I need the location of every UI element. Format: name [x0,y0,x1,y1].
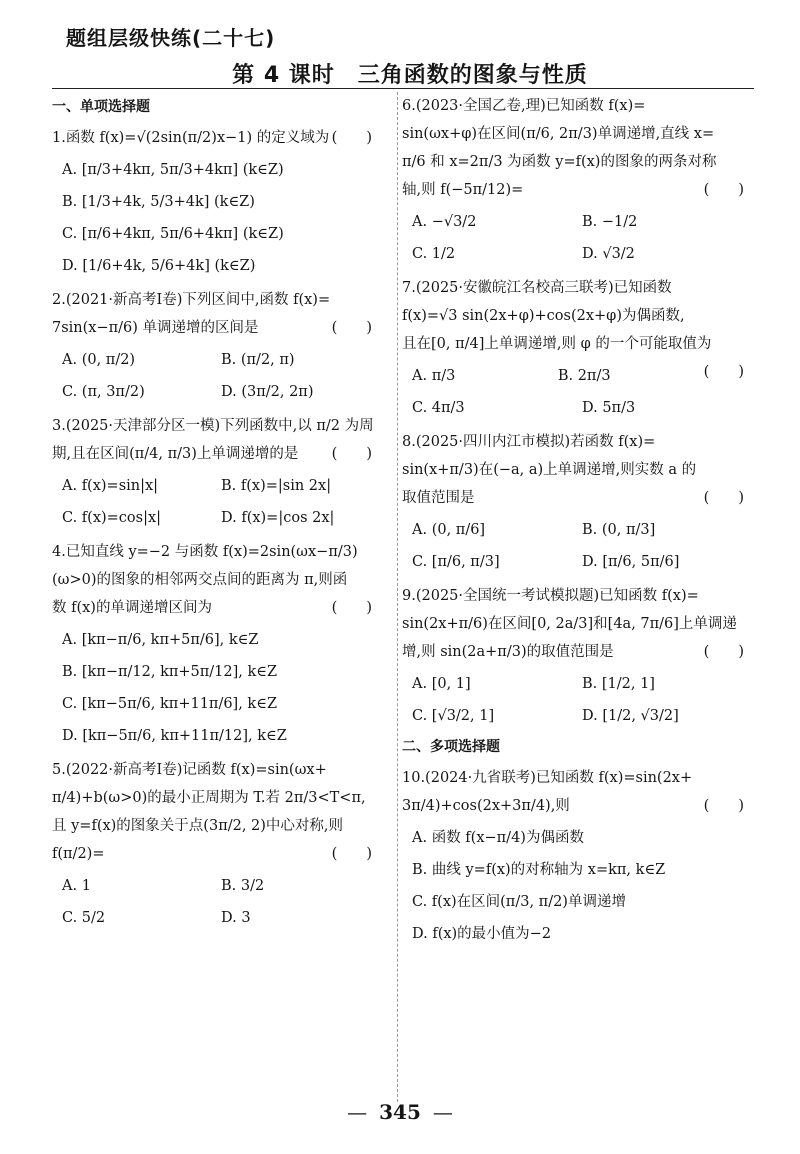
question-text: 轴,则 f(−5π/12)= [402,182,524,198]
option-list [402,206,752,270]
question-text: sin(2x+π/6)在区间[0, 2a/3]和[4a, 7π/6]上单调递 [402,616,737,632]
option-row [402,700,752,732]
option-row [402,238,752,270]
option: B. f(x)=|sin 2x| [221,478,332,494]
option-row [402,514,752,546]
answer-blank: ( ) [331,320,372,336]
option-row [52,502,380,534]
option: C. [π/6, π/3] [412,554,500,570]
answer-blank: ( ) [703,490,744,506]
question-line [402,92,752,120]
option: C. (π, 3π/2) [62,384,145,400]
option: D. [kπ−5π/6, kπ+11π/12], k∈Z [62,728,287,744]
question-line [402,302,752,330]
option-row [402,546,752,578]
answer-blank: ( ) [331,600,372,616]
option-row [402,206,752,238]
question-line [402,638,752,666]
option: D. √3/2 [582,246,635,262]
option: B. (π/2, π) [221,352,295,368]
question-line [52,812,380,840]
question-text: 9.(2025·全国统一考试模拟题)已知函数 f(x)= [402,588,699,604]
header-rule [52,88,754,89]
column-divider [397,92,398,1102]
question-line [402,484,752,512]
question-text: 取值范围是 [402,490,475,506]
question [402,274,752,424]
option-row [402,360,704,392]
option: C. f(x)=cos|x| [62,510,162,526]
question-line [52,566,380,594]
question-text: 5.(2022·新高考Ⅰ卷)记函数 f(x)=sin(ωx+ [52,762,327,778]
option: B. −1/2 [582,214,638,230]
question-line [402,428,752,456]
lesson-title: 第 4 课时 三角函数的图象与性质 [232,63,588,88]
option: C. [π/6+4kπ, 5π/6+4kπ] (k∈Z) [62,226,284,242]
option-row [52,902,380,934]
option: A. [0, 1] [412,676,471,692]
question-line [52,594,380,622]
question-line [52,756,380,784]
question-text: 增,则 sin(2a+π/3)的取值范围是 [402,644,614,660]
answer-blank: ( ) [703,798,744,814]
option-list [402,514,752,578]
option-list [52,470,380,534]
option: A. (0, π/2) [62,352,136,368]
option: B. (0, π/3] [582,522,656,538]
option: A. 函数 f(x−π/4)为偶函数 [412,830,584,846]
answer-blank: ( ) [331,130,372,146]
question-line [52,286,380,314]
question-text: f(x)=√3 sin(2x+φ)+cos(2x+φ)为偶函数, [402,308,685,324]
question-line [402,764,752,792]
question [52,412,380,534]
question-text: 10.(2024·九省联考)已知函数 f(x)=sin(2x+ [402,770,693,786]
question-line [402,120,752,148]
option-row [52,870,380,902]
option: C. 5/2 [62,910,106,926]
question-line [52,538,380,566]
question-text: 且在[0, π/4]上单调递增,则 φ 的一个可能取值为 [402,336,712,352]
option-row [52,344,380,376]
question [52,286,380,408]
question-text: 1.函数 f(x)=√(2sin(π/2)x−1) 的定义域为 [52,130,330,146]
option: B. 2π/3 [557,368,611,384]
answer-blank: ( ) [703,364,744,380]
question-text: 3π/4)+cos(2x+3π/4),则 [402,798,570,814]
option: D. [1/6+4k, 5/6+4k] (k∈Z) [62,258,256,274]
option: A. π/3 [412,368,456,384]
question-line [52,124,380,152]
section-title-multi-choice: 二、多项选择题 [402,739,500,755]
question [52,756,380,934]
question-text: 3.(2025·天津部分区一模)下列函数中,以 π/2 为周 [52,418,374,434]
left-question-list [52,124,380,934]
question [52,538,380,752]
series-title: 题组层级快练(二十七) [66,26,276,50]
question [402,764,752,950]
option: B. [1/3+4k, 5/3+4k] (k∈Z) [62,194,255,210]
left-column [52,92,380,938]
question [402,582,752,732]
question [402,92,752,270]
option-list [52,154,380,282]
question-text: 4.已知直线 y=−2 与函数 f(x)=2sin(ωx−π/3) [52,544,358,560]
option: C. 1/2 [412,246,456,262]
question-line [402,582,752,610]
option-row [402,668,752,700]
option: B. 曲线 y=f(x)的对称轴为 x=kπ, k∈Z [412,862,666,878]
option: A. [kπ−π/6, kπ+5π/6], k∈Z [62,632,259,648]
option-row [52,376,380,408]
option-list [52,870,380,934]
option: D. [π/6, 5π/6] [582,554,680,570]
question-text: 数 f(x)的单调递增区间为 [52,600,212,616]
option-row [402,392,752,424]
question-line [52,314,380,342]
right-question-list [402,92,752,732]
question-line [52,412,380,440]
answer-blank: ( ) [331,846,372,862]
option: D. (3π/2, 2π) [221,384,314,400]
question-line [52,440,380,468]
question-text: f(π/2)= [52,846,105,862]
question-line [402,610,752,638]
question-text: sin(ωx+φ)在区间(π/6, 2π/3)单调递增,直线 x= [402,126,715,142]
question-line [402,274,752,302]
option-list [52,624,380,752]
question-text: 7.(2025·安徽皖江名校高三联考)已知函数 [402,280,672,296]
answer-blank: ( ) [703,182,744,198]
option: D. f(x)的最小值为−2 [412,926,552,942]
answer-blank: ( ) [703,644,744,660]
option-list [402,822,752,950]
question-line [52,840,380,868]
option: A. f(x)=sin|x| [62,478,159,494]
option: D. f(x)=|cos 2x| [221,510,335,526]
option: A. 1 [62,878,91,894]
option: C. [kπ−5π/6, kπ+11π/6], k∈Z [62,696,278,712]
option-list [402,360,752,424]
option: C. [√3/2, 1] [412,708,495,724]
option: D. 3 [221,910,251,926]
question-text: 期,且在区间(π/4, π/3)上单调递增的是 [52,446,299,462]
question-text: 6.(2023·全国乙卷,理)已知函数 f(x)= [402,98,646,114]
option-row [52,470,380,502]
right-question-list-2 [402,764,752,950]
question-text: (ω>0)的图象的相邻两交点间的距离为 π,则函 [52,572,348,588]
option: A. −√3/2 [412,214,477,230]
answer-blank: ( ) [331,446,372,462]
option: D. 5π/3 [582,400,636,416]
option: B. [1/2, 1] [582,676,655,692]
question-text: π/6 和 x=2π/3 为函数 y=f(x)的图象的两条对称 [402,154,717,170]
option: D. [1/2, √3/2] [582,708,679,724]
question-line [402,176,752,204]
question-line [52,784,380,812]
question-text: 且 y=f(x)的图象关于点(3π/2, 2)中心对称,则 [52,818,344,834]
section-title-single-choice: 一、单项选择题 [52,99,150,115]
option: A. [π/3+4kπ, 5π/3+4kπ] (k∈Z) [62,162,284,178]
option: B. 3/2 [221,878,265,894]
question-text: 8.(2025·四川内江市模拟)若函数 f(x)= [402,434,656,450]
question-text: 2.(2021·新高考Ⅰ卷)下列区间中,函数 f(x)= [52,292,331,308]
question-line [402,330,752,358]
page-number: — 345 — [0,1100,800,1124]
option-list [402,668,752,732]
question-line [402,148,752,176]
right-column [402,92,752,954]
question-line [402,792,752,820]
option: C. f(x)在区间(π/3, π/2)单调递增 [412,894,626,910]
option-list [52,344,380,408]
question-text: sin(x+π/3)在(−a, a)上单调递增,则实数 a 的 [402,462,697,478]
option: C. 4π/3 [412,400,465,416]
option: B. [kπ−π/12, kπ+5π/12], k∈Z [62,664,278,680]
question-line [402,456,752,484]
question-text: π/4)+b(ω>0)的最小正周期为 T.若 2π/3<T<π, [52,790,366,806]
question [52,124,380,282]
option: A. (0, π/6] [412,522,486,538]
question-text: 7sin(x−π/6) 单调递增的区间是 [52,320,259,336]
question [402,428,752,578]
